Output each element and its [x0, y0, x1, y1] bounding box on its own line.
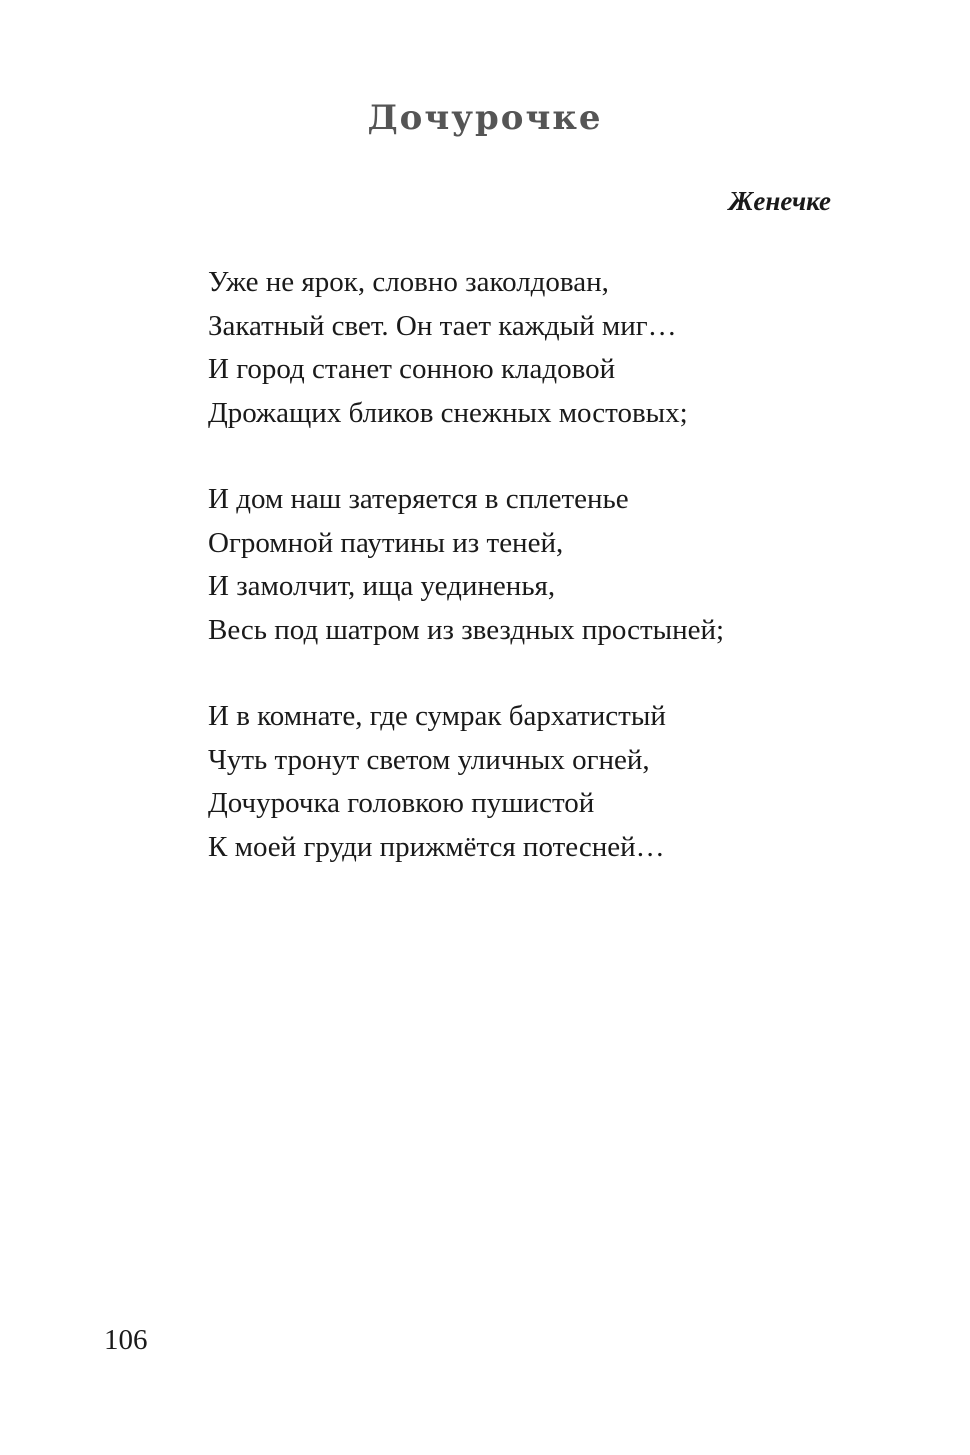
poem-line: Огромной паутины из теней,: [208, 526, 564, 559]
poem-line: Уже не ярок, словно заколдован,: [208, 266, 609, 298]
poem-title: Дочурочке: [367, 98, 603, 138]
dedication: Женечке: [728, 186, 831, 216]
poem-line: Чуть тронут светом уличных огней,: [208, 743, 650, 776]
poem-line: Дочурочка головкою пушистой: [208, 787, 595, 819]
stanza-3: [208, 695, 724, 869]
poem-line: Дрожащих бликов снежных мостовых;: [208, 396, 688, 429]
poem-line: И город станет сонною кладовой: [208, 353, 616, 385]
stanza-2: [208, 478, 724, 652]
poem-line: И в комнате, где сумрак бархатистый: [208, 700, 666, 732]
poem-line: И дом наш затеряется в сплетенье: [208, 483, 629, 515]
poem-line: И замолчит, ища уединенья,: [208, 570, 556, 602]
poem-body: [208, 261, 724, 912]
poem-line: Закатный свет. Он тает каждый миг…: [208, 309, 677, 342]
page-number: 106: [104, 1324, 148, 1356]
poem-line: Весь под шатром из звездных простыней;: [208, 613, 725, 646]
poem-line: К моей груди прижмётся потесней…: [208, 830, 665, 863]
stanza-1: [208, 261, 724, 435]
